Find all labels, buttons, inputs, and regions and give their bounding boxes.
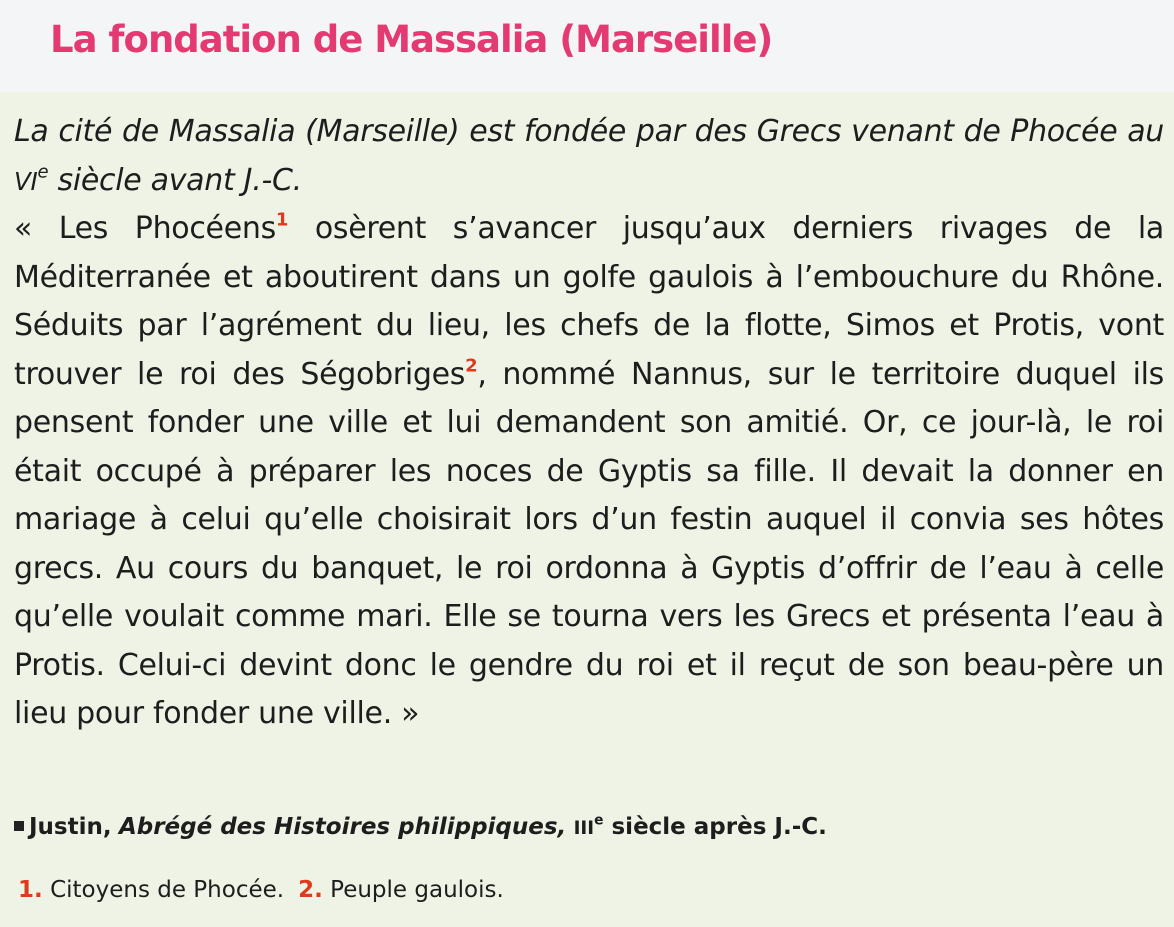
source-citation (14, 814, 827, 840)
source-century-sup: e (594, 812, 604, 829)
intro-paragraph (14, 108, 1164, 206)
footnote-ref-1: 1 (275, 209, 289, 231)
intro-text-2: siècle avant J.-C. (48, 162, 302, 198)
source-century: III (573, 818, 595, 839)
square-bullet-icon (14, 821, 24, 831)
quote-text-3: , nommé Nannus, sur le territoire duquel ils pensent fonder une ville et lui demandent son amitié. Or, ce jour-là, le roi était occupé à préparer les noces de Gyptis sa fille. Il devait la donner en mariage à celui qu’elle choisirait lors d’un festin auquel il convia ses hôtes grecs. Au cours du banquet, le roi ordonna à Gyptis d’offrir de l’eau à celle qu’elle voulait comme mari. Elle se tourna vers les Grecs et présenta l’eau à Protis. Celui-ci devint donc le gendre du roi et il reçut de son beau-père un lieu pour fonder une ville. » (14, 356, 1164, 731)
intro-century: VI (14, 166, 38, 196)
page-title: La fondation de Massalia (Marseille) (50, 18, 773, 61)
source-date: siècle après J.-C. (603, 814, 827, 840)
intro-text-1: La cité de Massalia (Marseille) est fondée par des Grecs venant de Phocée au (14, 114, 1164, 149)
quote-text-1: « Les Phocéens (14, 211, 276, 246)
footnote-text-1: Citoyens de Phocée. (50, 877, 285, 903)
header-band (0, 0, 1174, 92)
source-work: Abrégé des Histoires philippiques, (118, 814, 567, 840)
source-author: Justin, (29, 814, 112, 840)
footnotes (18, 877, 504, 903)
document-panel (0, 92, 1174, 927)
footnote-text-2: Peuple gaulois. (330, 877, 504, 903)
footnote-number-2: 2. (298, 877, 323, 903)
footnote-number-1: 1. (18, 877, 43, 903)
quote-paragraph (14, 205, 1164, 739)
intro-century-sup: e (37, 160, 49, 182)
quote-text-2: osèrent s’avancer jusqu’aux derniers rivages de la Méditerranée et aboutirent dans un golfe gaulois à l’embouchure du Rhône. Séduits par l’agrément du lieu, les chefs de la flotte, Simos et Protis, vont trouver le roi des Ségobriges (14, 211, 1164, 392)
footnote-ref-2: 2 (465, 354, 478, 376)
